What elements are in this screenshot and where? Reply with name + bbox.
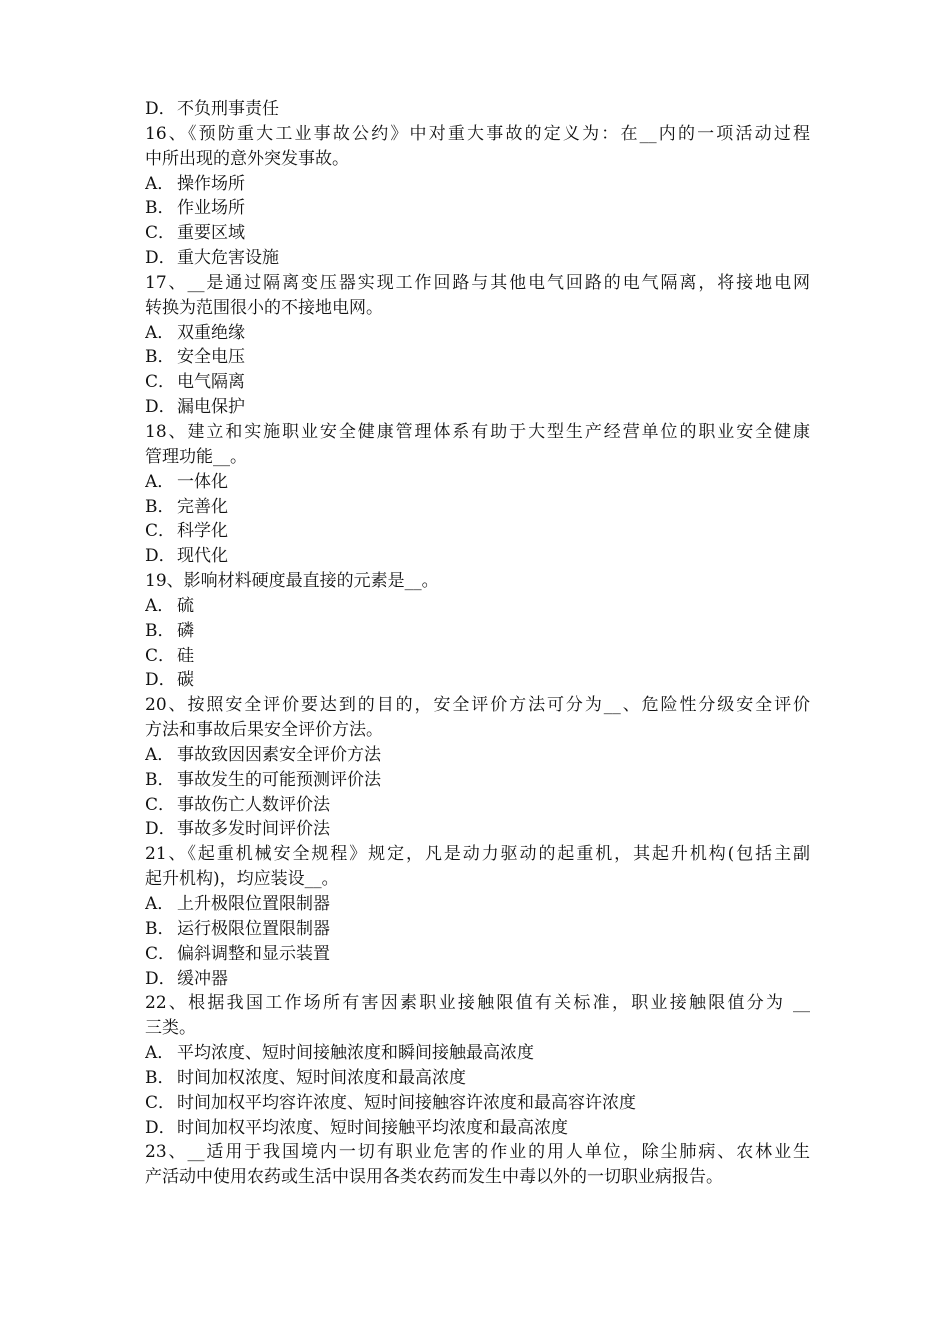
- option-text: 现代化: [177, 546, 228, 567]
- option-text: 操作场所: [177, 173, 245, 194]
- option-letter: D．: [145, 670, 176, 691]
- answer-option: [145, 917, 810, 942]
- answer-option: [145, 1041, 810, 1066]
- question-text-line: 18、建立和实施职业安全健康管理体系有助于大型生产经营单位的职业安全健康: [145, 421, 810, 442]
- question-text-line-end: 产活动中使用农药或生活中误用各类农药而发生中毒以外的一切职业病报告。: [145, 1167, 723, 1188]
- answer-option: [145, 942, 810, 967]
- option-letter: B．: [145, 198, 175, 219]
- option-text: 硫: [177, 595, 194, 616]
- answer-option: [145, 668, 810, 693]
- answer-option: [145, 892, 810, 917]
- answer-option: [145, 619, 810, 644]
- option-text: 事故多发时间评价法: [177, 819, 330, 840]
- option-text: 双重绝缘: [177, 322, 245, 343]
- question-text-line-end: 方法和事故后果安全评价方法。: [145, 720, 383, 741]
- option-letter: A．: [145, 322, 175, 343]
- answer-option: [145, 768, 810, 793]
- option-text: 碳: [177, 670, 194, 691]
- option-text: 上升极限位置限制器: [177, 894, 330, 914]
- option-letter: A．: [145, 744, 175, 765]
- question-text-line-end: 19、影响材料硬度最直接的元素是__。: [145, 571, 439, 592]
- answer-option: [145, 395, 810, 420]
- option-text: 重要区域: [177, 223, 245, 244]
- answer-option: [145, 196, 810, 221]
- answer-option: [145, 470, 810, 495]
- option-letter: A．: [145, 595, 175, 616]
- option-letter: A．: [145, 1043, 175, 1064]
- option-letter: B．: [145, 918, 175, 939]
- option-text: 运行极限位置限制器: [177, 918, 330, 939]
- option-text: 偏斜调整和显示装置: [177, 943, 330, 964]
- answer-option: [145, 345, 810, 370]
- option-letter: D．: [145, 1117, 176, 1138]
- question-text-line: 16、《预防重大工业事故公约》中对重大事故的定义为：在__内的一项活动过程: [145, 123, 810, 144]
- option-text: 事故致因因素安全评价方法: [177, 744, 381, 765]
- option-letter: D．: [145, 968, 176, 989]
- option-text: 漏电保护: [177, 397, 245, 418]
- answer-option: [145, 221, 810, 246]
- answer-option: [145, 1066, 810, 1091]
- answer-option: [145, 1116, 810, 1141]
- question-text-line: 23、__适用于我国境内一切有职业危害的作业的用人单位，除尘肺病、农林业生: [145, 1142, 810, 1163]
- option-text: 不负刑事责任: [177, 99, 279, 119]
- answer-option: [145, 519, 810, 544]
- option-letter: C．: [145, 794, 176, 815]
- answer-option: [145, 1091, 810, 1116]
- answer-option: [145, 370, 810, 395]
- option-letter: B．: [145, 769, 175, 790]
- answer-option: [145, 817, 810, 842]
- option-text: 完善化: [177, 496, 228, 517]
- option-text: 重大危害设施: [177, 248, 279, 269]
- question-text-line-end: 转换为范围很小的不接地电网。: [145, 297, 383, 318]
- answer-option: [145, 594, 810, 619]
- option-text: 时间加权平均容许浓度、短时间接触容许浓度和最高容许浓度: [177, 1092, 636, 1113]
- answer-option: [145, 97, 810, 122]
- question-text-line-end: 中所出现的意外突发事故。: [145, 148, 349, 169]
- answer-option: [145, 172, 810, 197]
- option-text: 磷: [177, 620, 194, 641]
- question-text-line: 22、根据我国工作场所有害因素职业接触限值有关标准，职业接触限值分为 __: [145, 993, 810, 1014]
- option-text: 电气隔离: [177, 372, 245, 393]
- option-text: 事故伤亡人数评价法: [177, 794, 330, 815]
- answer-option: [145, 544, 810, 569]
- answer-option: [145, 967, 810, 992]
- option-letter: B．: [145, 1067, 175, 1088]
- option-text: 硅: [177, 645, 194, 666]
- question-text-line-end: 管理功能__。: [145, 446, 247, 467]
- option-letter: B．: [145, 620, 175, 641]
- answer-option: [145, 321, 810, 346]
- option-text: 科学化: [177, 521, 228, 542]
- option-letter: D．: [145, 546, 176, 567]
- option-text: 作业场所: [177, 198, 245, 219]
- option-text: 缓冲器: [177, 968, 228, 989]
- answer-option: [145, 495, 810, 520]
- option-letter: D．: [145, 248, 176, 269]
- option-letter: D．: [145, 99, 176, 119]
- option-letter: C．: [145, 521, 176, 542]
- option-text: 安全电压: [177, 347, 245, 368]
- option-letter: A．: [145, 894, 175, 914]
- question-text-line-end: 起升机构)，均应装设__。: [145, 869, 339, 890]
- answer-option: [145, 743, 810, 768]
- question-text-line-end: 三类。: [145, 1018, 196, 1039]
- question-text-line: 21、《起重机械安全规程》规定，凡是动力驱动的起重机，其起升机构(包括主副: [145, 844, 810, 865]
- option-letter: C．: [145, 645, 176, 666]
- answer-option: [145, 246, 810, 271]
- option-letter: C．: [145, 372, 176, 393]
- document-page: [145, 97, 810, 1190]
- option-letter: A．: [145, 471, 175, 492]
- option-letter: C．: [145, 223, 176, 244]
- option-letter: C．: [145, 943, 176, 964]
- option-text: 一体化: [177, 471, 228, 492]
- option-text: 时间加权浓度、短时间浓度和最高浓度: [177, 1067, 466, 1088]
- answer-option: [145, 793, 810, 818]
- option-letter: D．: [145, 397, 176, 418]
- option-text: 时间加权平均浓度、短时间接触平均浓度和最高浓度: [177, 1117, 568, 1138]
- option-letter: C．: [145, 1092, 176, 1113]
- option-letter: B．: [145, 347, 175, 368]
- option-letter: B．: [145, 496, 175, 517]
- option-text: 事故发生的可能预测评价法: [177, 769, 381, 790]
- option-letter: D．: [145, 819, 176, 840]
- question-text-line: 17、__是通过隔离变压器实现工作回路与其他电气回路的电气隔离，将接地电网: [145, 272, 810, 293]
- option-text: 平均浓度、短时间接触浓度和瞬间接触最高浓度: [177, 1043, 534, 1064]
- question-text-line: 20、按照安全评价要达到的目的，安全评价方法可分为__、危险性分级安全评价: [145, 695, 810, 716]
- option-letter: A．: [145, 173, 175, 194]
- answer-option: [145, 644, 810, 669]
